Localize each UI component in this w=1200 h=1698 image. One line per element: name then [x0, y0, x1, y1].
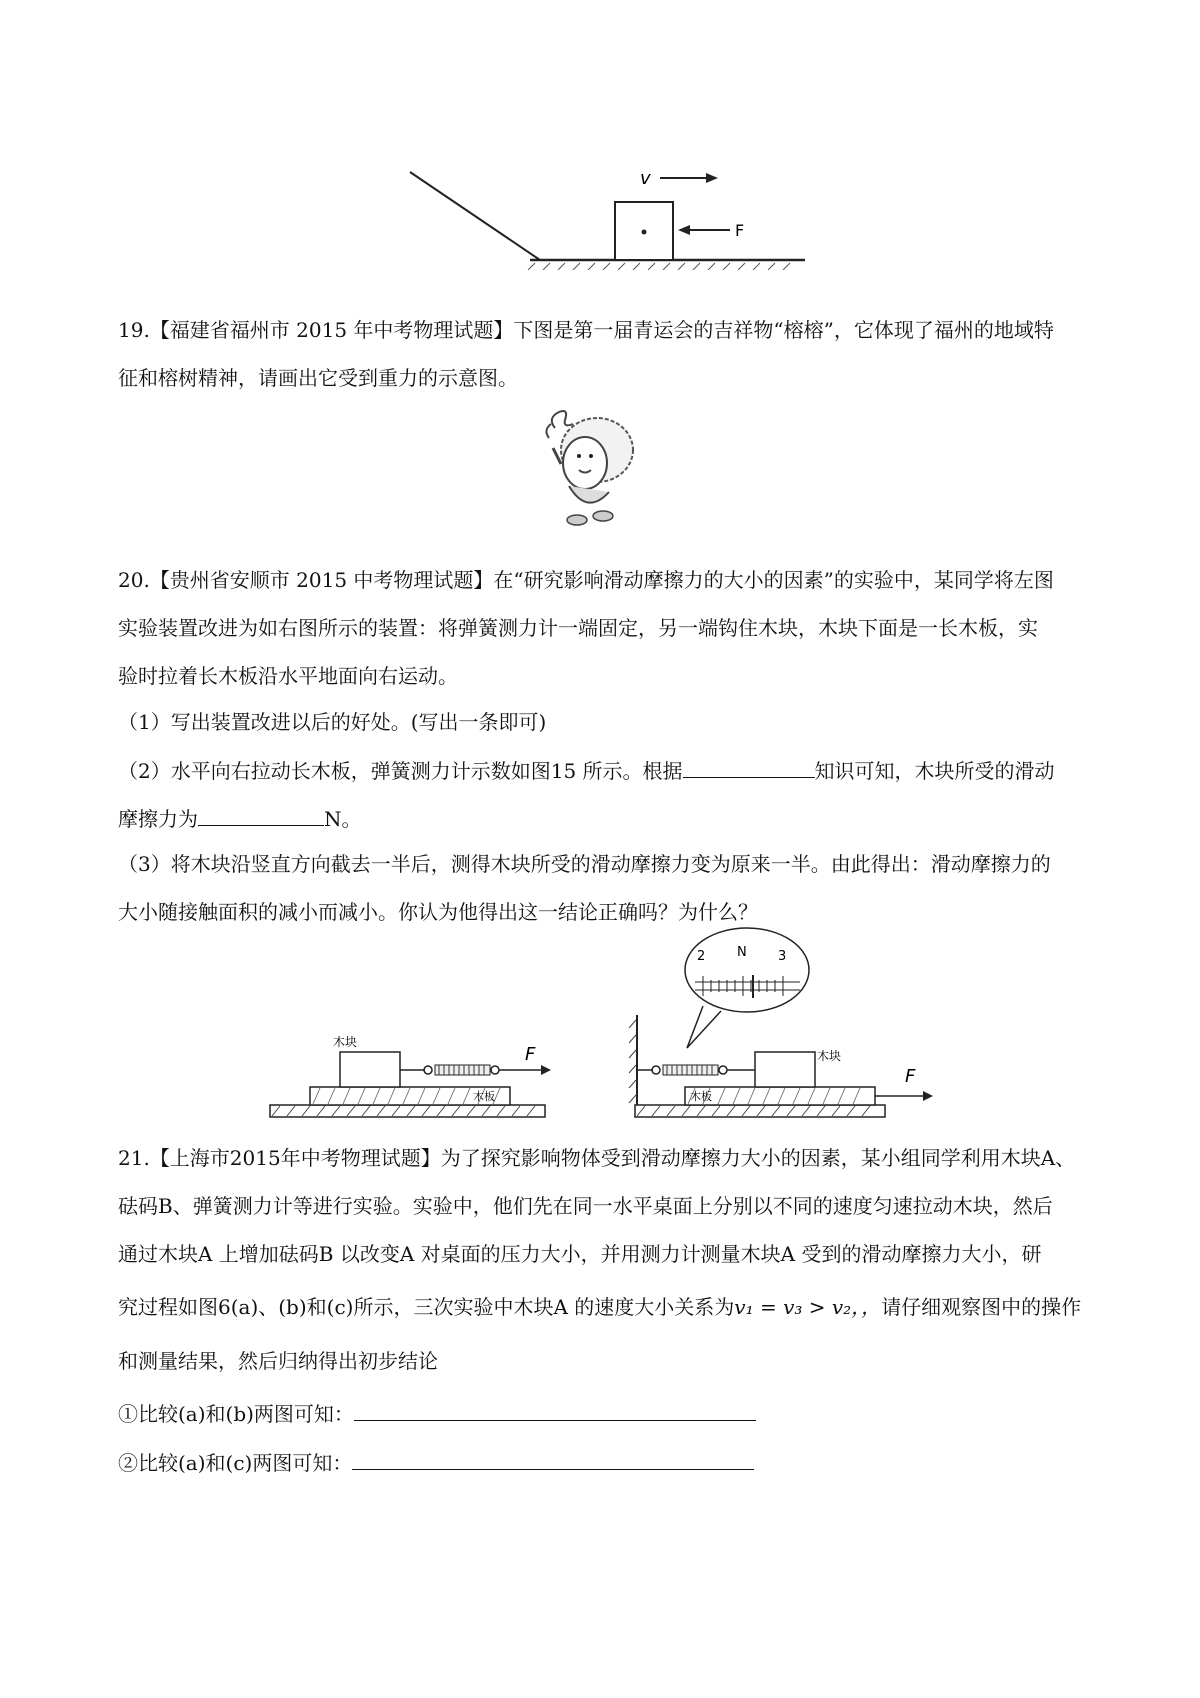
q20-part3-line2: 大小随接触面积的减小而减小。你认为他得出这一结论正确吗？为什么？: [118, 900, 758, 924]
q19-line2: 征和榕树精神，请画出它受到重力的示意图。: [118, 366, 518, 390]
q20-part2-text-b: 知识可知，木块所受的滑动: [814, 759, 1055, 783]
velocity-relation-formula: v₁ = v₃ > v₂，，: [734, 1295, 882, 1319]
q21-conclusion-2: [118, 1447, 754, 1477]
q21-line2: 砝码B、弹簧测力计等进行实验。实验中，他们先在同一水平桌面上分别以不同的速度匀速拉动木块，然后: [118, 1194, 1053, 1218]
answer-blank-friction-value[interactable]: [198, 803, 324, 826]
answer-blank-principle[interactable]: [683, 755, 815, 778]
incline-block-figure: [400, 160, 820, 270]
q21-conclusion-1-label: ①比较(a)和(b)两图可知：: [118, 1402, 354, 1426]
q21-line4-text-b: 请仔细观察图中的操作: [881, 1295, 1082, 1319]
v-label: v: [640, 168, 651, 189]
q20-part2-text-c: 摩擦力为: [118, 807, 198, 831]
right-block-label: 木块: [817, 1049, 842, 1063]
q20-part2-line2: [118, 803, 362, 833]
left-board-label: 木板: [473, 1090, 495, 1103]
f-label: F: [735, 221, 745, 240]
q20-line1: 20.【贵州省安顺市 2015 中考物理试题】在“研究影响滑动摩擦力的大小的因素”的实验中，某同学将左图: [118, 568, 1054, 592]
q20-part2-line1: [118, 755, 1055, 785]
q21-line4-text-a: 究过程如图6(a)、(b)和(c)所示，三次实验中木块A 的速度大小关系为: [118, 1295, 735, 1319]
q20-part1: （1）写出装置改进以后的好处。(写出一条即可): [118, 710, 547, 734]
q19-line1: 19.【福建省福州市 2015 年中考物理试题】下图是第一届青运会的吉祥物“榕榕”，它体现了福州的地域特: [118, 318, 1054, 342]
q20-part2-text-d: N。: [324, 807, 362, 831]
q20-line3: 验时拉着长木板沿水平地面向右运动。: [118, 664, 458, 688]
q21-conclusion-2-label: ②比较(a)和(c)两图可知：: [118, 1451, 353, 1475]
scale-tick-3: 3: [778, 949, 787, 964]
right-board-label: 木板: [690, 1090, 712, 1103]
q21-line3: 通过木块A 上增加砝码B 以改变A 对桌面的压力大小，并用测力计测量木块A 受到的滑动摩擦力大小，研: [118, 1242, 1042, 1266]
right-force-label: F: [905, 1066, 916, 1087]
scale-tick-2: 2: [697, 949, 706, 964]
q21-conclusion-1: [118, 1398, 756, 1428]
q21-line5: 和测量结果，然后归纳得出初步结论: [118, 1349, 438, 1373]
left-block-label: 木块: [333, 1035, 358, 1049]
friction-apparatus-figure: [225, 920, 965, 1120]
scale-unit-n: N: [737, 945, 747, 960]
q20-part3-line1: （3）将木块沿竖直方向截去一半后，测得木块所受的滑动摩擦力变为原来一半。由此得出：滑动摩擦力的: [118, 852, 1051, 876]
answer-blank-conclusion-2[interactable]: [352, 1447, 754, 1470]
mascot-figure: [535, 408, 645, 533]
q21-line4: [118, 1293, 1081, 1321]
left-force-label: F: [525, 1044, 536, 1065]
q20-line2: 实验装置改进为如右图所示的装置：将弹簧测力计一端固定，另一端钩住木块，木块下面是一长木板，实: [118, 616, 1038, 640]
q20-part2-text-a: （2）水平向右拉动长木板，弹簧测力计示数如图15 所示。根据: [118, 759, 683, 783]
answer-blank-conclusion-1[interactable]: [354, 1398, 756, 1421]
q21-line1: 21.【上海市2015年中考物理试题】为了探究影响物体受到滑动摩擦力大小的因素，某小组同学利用木块A、: [118, 1146, 1076, 1170]
